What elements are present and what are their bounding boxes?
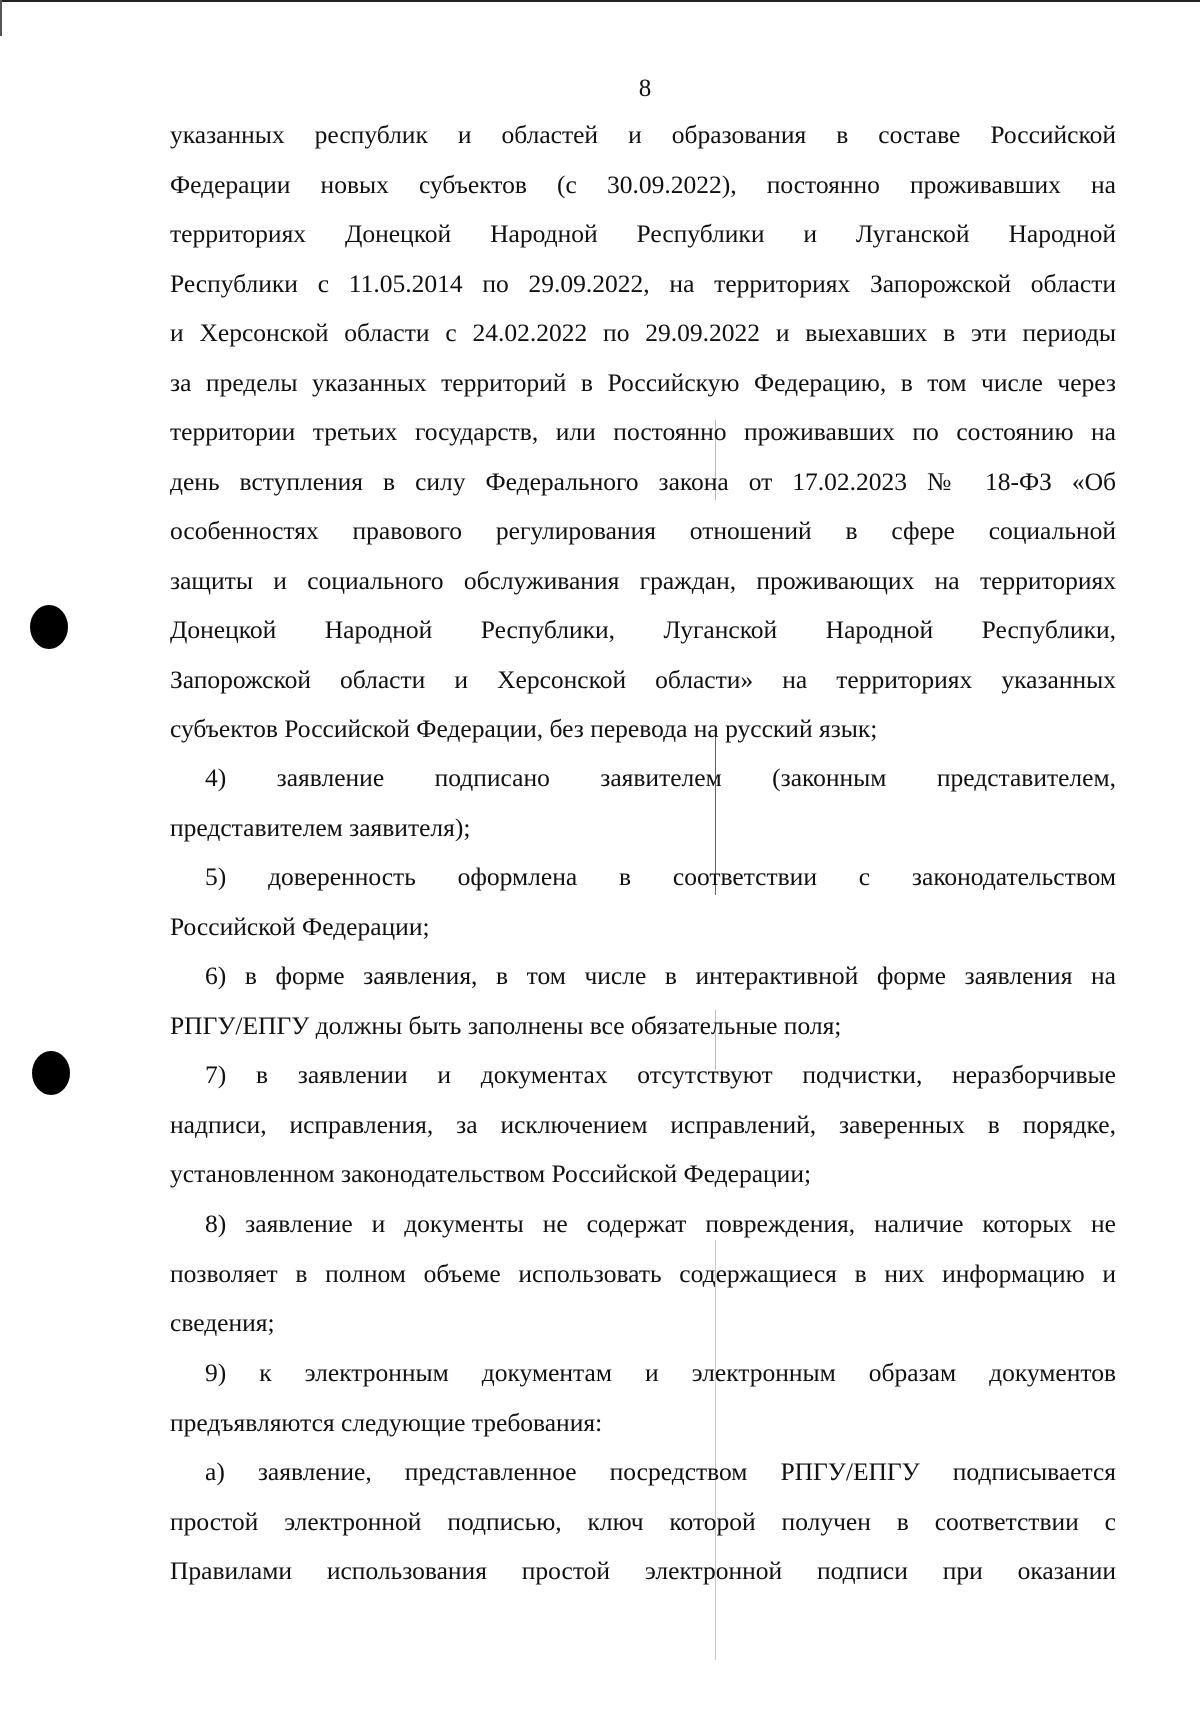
list-item-5 — [170, 852, 1116, 951]
text-line: установленном законодательством Российской Федерации; — [170, 1159, 812, 1188]
text-line: за пределы указанных территорий в Российскую Федерацию, в том числе через — [170, 367, 1116, 397]
text-line: позволяет в полном объеме использовать содержащиеся в них информацию и — [170, 1258, 1116, 1288]
text-line: Республики с 11.05.2014 по 29.09.2022, на территориях Запорожской области — [170, 268, 1116, 298]
list-item-9 — [170, 1348, 1116, 1447]
punch-hole-upper — [30, 605, 68, 649]
text-line: защиты и социального обслуживания граждан, проживающих на территориях — [170, 565, 1116, 595]
text-line: надписи, исправления, за исключением исправлений, заверенных в порядке, — [170, 1109, 1116, 1139]
text-line: а) заявление, представленное посредством РПГУ/ЕПГУ подписывается — [205, 1457, 1116, 1486]
list-item-4 — [170, 753, 1116, 852]
sub-item-a — [170, 1447, 1116, 1596]
text-line: Федерации новых субъектов (с 30.09.2022), постоянно проживавших на — [170, 169, 1116, 199]
list-item-7 — [170, 1050, 1116, 1199]
text-line: 7) в заявлении и документах отсутствуют подчистки, неразборчивые — [205, 1060, 1116, 1089]
text-line: сведения; — [170, 1308, 275, 1337]
text-line: 9) к электронным документам и электронным образам документов — [205, 1358, 1116, 1387]
list-item-6 — [170, 951, 1116, 1050]
text-line: Донецкой Народной Республики, Луганской Народной Республики, — [170, 615, 1116, 644]
text-line: территориях Донецкой Народной Республики и Луганской Народной — [170, 219, 1116, 248]
page-number: 8 — [638, 75, 652, 102]
text-line: территории третьих государств, или постоянно проживавших по состоянию на — [170, 417, 1116, 446]
list-item-8 — [170, 1199, 1116, 1348]
text-line: РПГУ/ЕПГУ должны быть заполнены все обязательные поля; — [170, 1010, 842, 1040]
text-line: особенностях правового регулирования отношений в сфере социальной — [170, 516, 1116, 545]
text-line: Запорожской области и Херсонской области» на территориях указанных — [170, 664, 1116, 694]
text-line: простой электронной подписью, ключ которой получен в соответствии с — [170, 1506, 1116, 1536]
text-line: 4) заявление подписано заявителем (законным представителем, — [205, 763, 1116, 792]
scan-left-edge — [0, 0, 2, 36]
text-line: Правилами использования простой электронной подписи при оказании — [170, 1556, 1116, 1585]
text-line: субъектов Российской Федерации, без перевода на русский язык; — [170, 714, 878, 743]
punch-hole-lower — [32, 1051, 70, 1095]
text-line: и Херсонской области с 24.02.2022 по 29.09.2022 и выехавших в эти периоды — [170, 318, 1116, 347]
text-line: 5) доверенность оформлена в соответствии с законодательством — [205, 862, 1116, 891]
text-line: 6) в форме заявления, в том числе в интерактивной форме заявления на — [205, 961, 1116, 990]
text-line: предъявляются следующие требования: — [170, 1407, 603, 1437]
scan-top-edge — [0, 0, 1200, 2]
paragraph-continuation — [170, 110, 1116, 754]
text-line: день вступления в силу Федерального закона от 17.02.2023 № 18-ФЗ «Об — [170, 466, 1116, 496]
text-line: указанных республик и областей и образования в составе Российской — [170, 120, 1116, 149]
text-line: Российской Федерации; — [170, 911, 430, 941]
text-line: 8) заявление и документы не содержат повреждения, наличие которых не — [205, 1209, 1116, 1238]
text-line: представителем заявителя); — [170, 812, 471, 842]
